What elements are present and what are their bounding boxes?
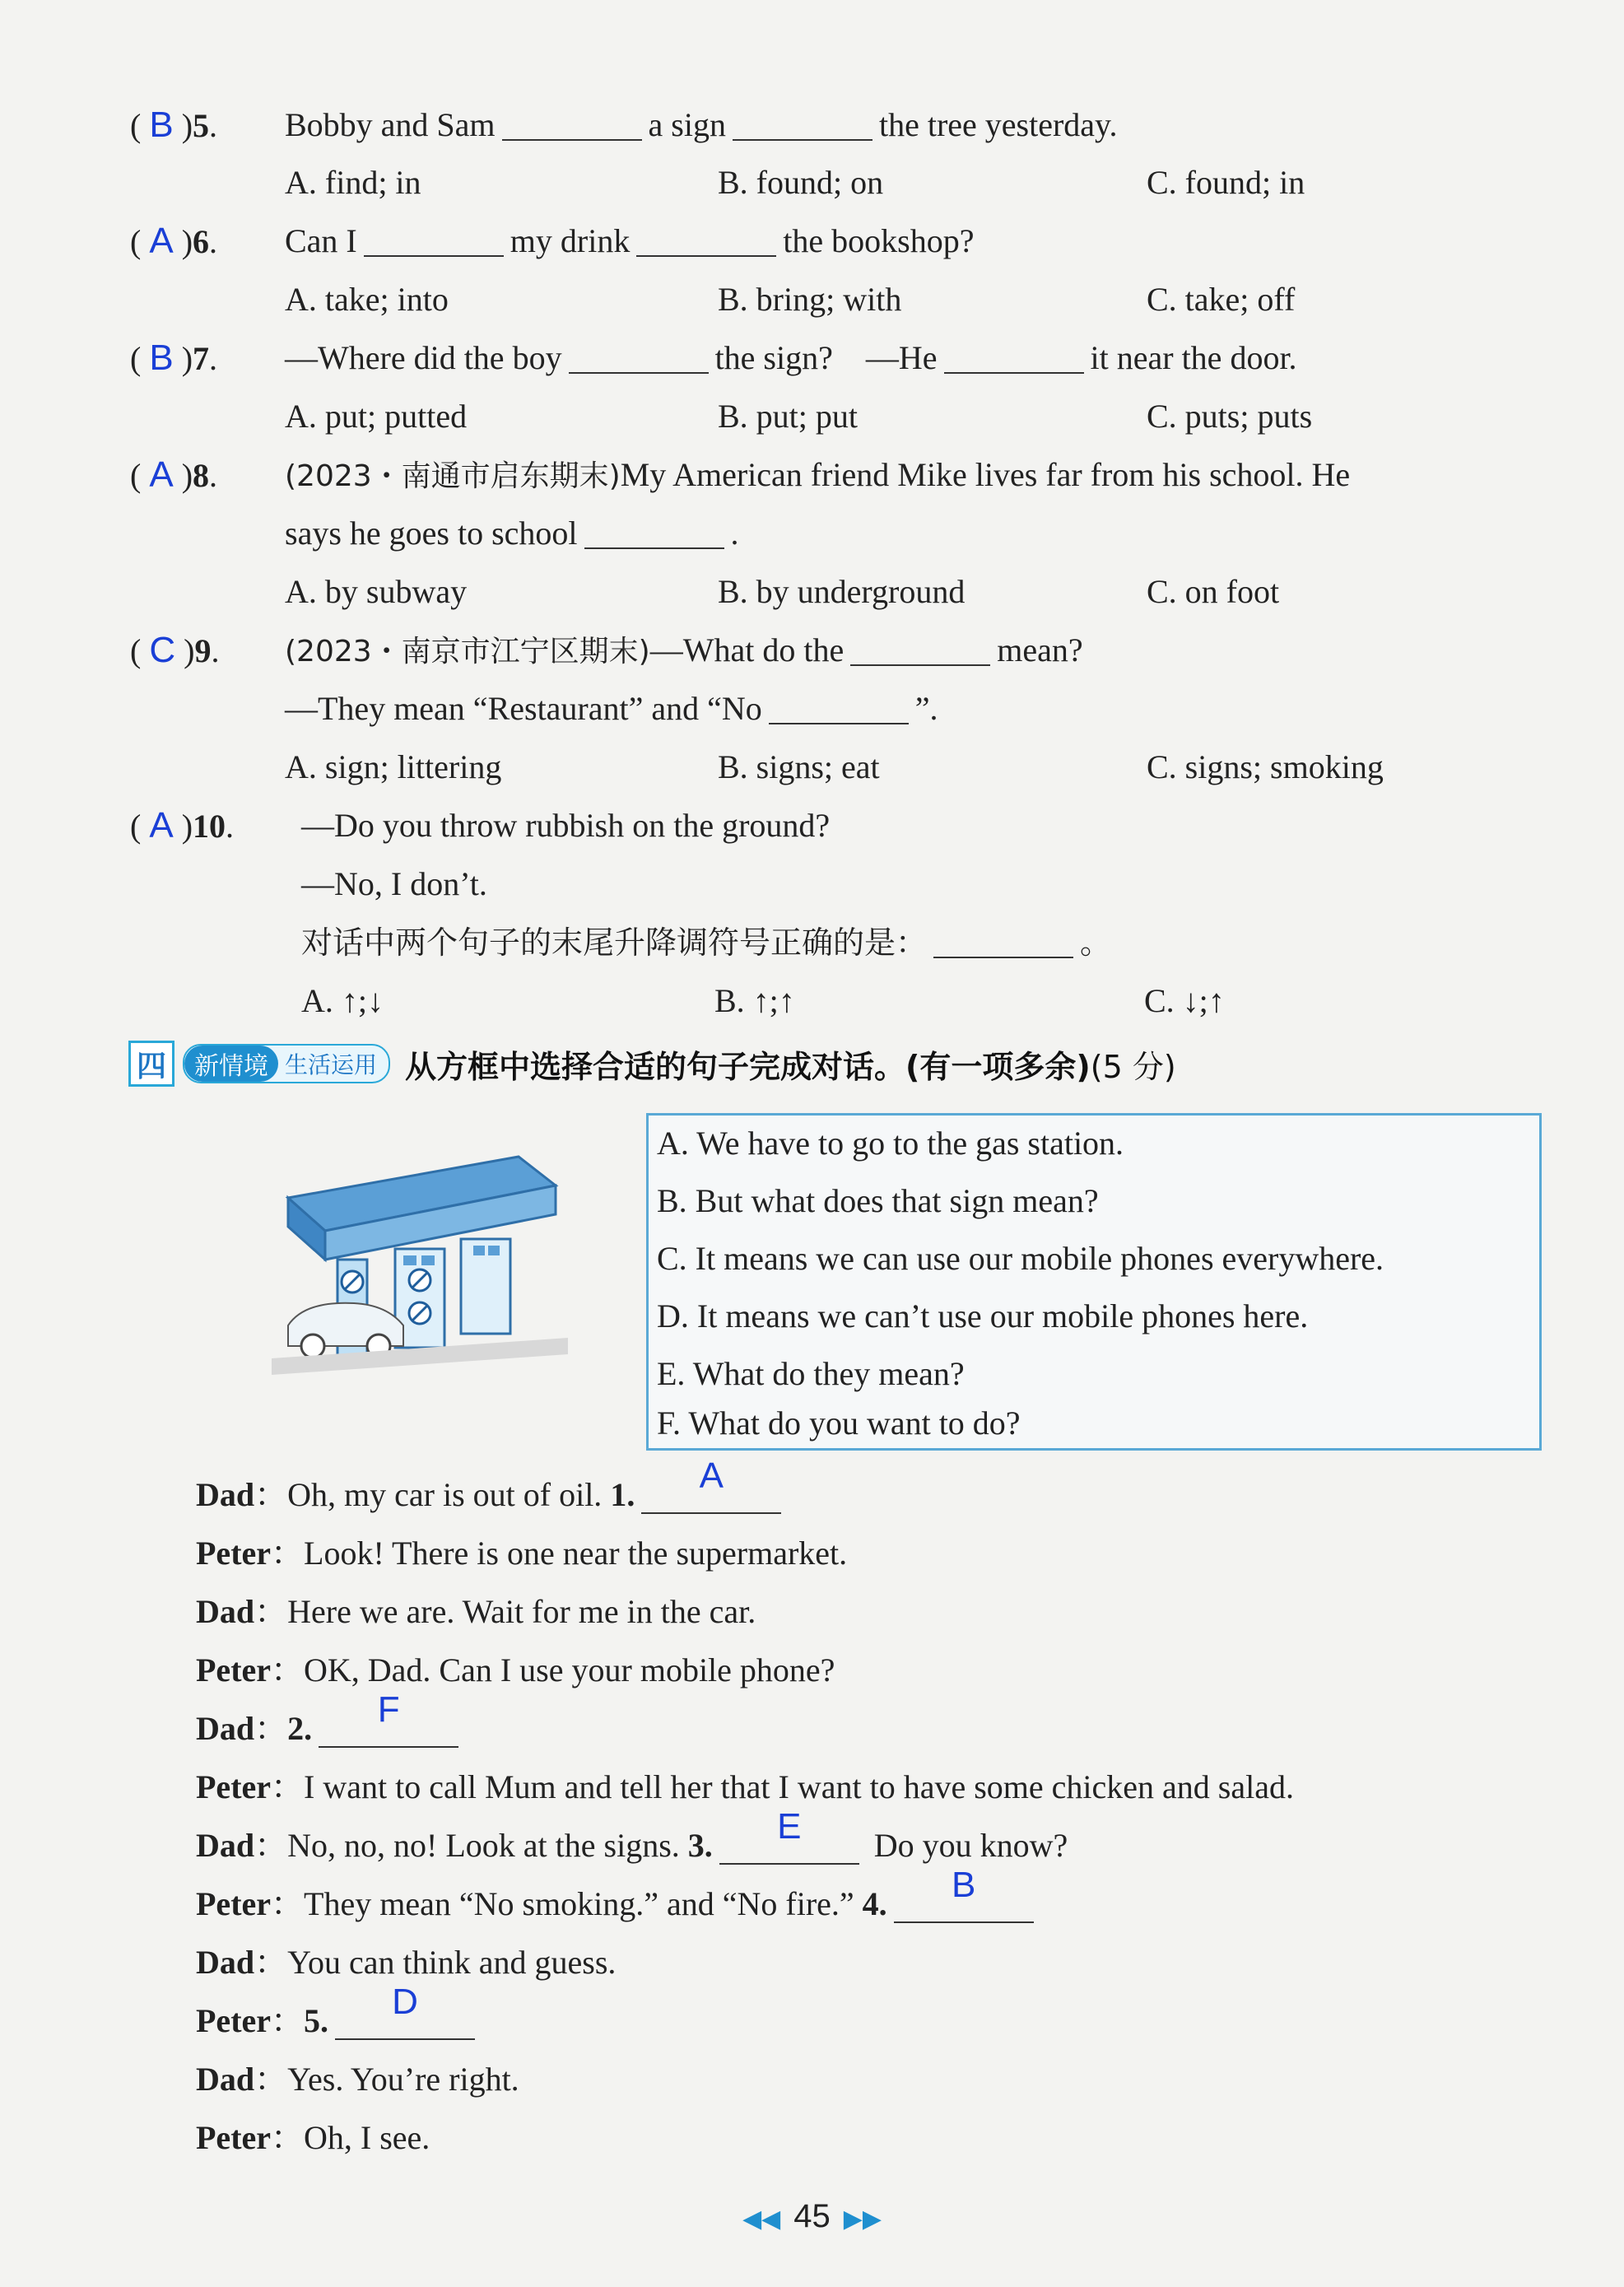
dialogue-line-8: Peter：They mean “No smoking.” and “No fire.” 4. B bbox=[196, 1881, 1040, 1927]
page-footer bbox=[0, 2196, 1624, 2235]
q7-blank-2[interactable] bbox=[944, 339, 1084, 374]
dialogue-line-4: Peter：OK, Dad. Can I use your mobile phone? bbox=[196, 1651, 835, 1688]
dialogue-text: Yes. You’re right. bbox=[287, 2061, 519, 2098]
q9-option-c: C. signs; smoking bbox=[1147, 748, 1384, 785]
dialogue-text: You can think and guess. bbox=[287, 1944, 617, 1981]
q5-part-2: a sign bbox=[648, 106, 726, 143]
q5-part-3: the tree yesterday. bbox=[878, 106, 1118, 143]
q9-option-b: B. signs; eat bbox=[718, 748, 880, 785]
q10-option-a: A. ↑;↓ bbox=[301, 982, 384, 1019]
dialogue-answer-3: E bbox=[777, 1806, 802, 1847]
q7-option-c: C. puts; puts bbox=[1147, 398, 1313, 435]
box-option-c: C. It means we can use our mobile phones everywhere. bbox=[657, 1240, 1384, 1277]
q9-answer: C bbox=[149, 630, 176, 670]
dialogue-text: They mean “No smoking.” and “No fire.” bbox=[304, 1885, 863, 1922]
q8-option-a: A. by subway bbox=[285, 573, 468, 610]
q10-line-2: —No, I don’t. bbox=[301, 865, 487, 902]
q6-part-1: Can I bbox=[285, 222, 357, 259]
q8-option-b: B. by underground bbox=[718, 573, 966, 610]
q9-line-2a: —They mean “Restaurant” and “No bbox=[285, 690, 762, 727]
q8-line-2: says he goes to school bbox=[285, 515, 578, 552]
speaker: Peter bbox=[196, 1885, 272, 1922]
q8-number: 8 bbox=[193, 457, 210, 494]
q9-line-1a: —What do the bbox=[649, 631, 845, 668]
sentence-option-box bbox=[646, 1113, 1542, 1451]
q5-answer: B bbox=[149, 105, 174, 145]
speaker: Dad bbox=[196, 2061, 255, 2098]
speaker: Peter bbox=[196, 1535, 272, 1572]
box-option-b: B. But what does that sign mean? bbox=[657, 1182, 1099, 1219]
q6-number: 6 bbox=[193, 223, 210, 260]
q5-stem bbox=[285, 102, 1117, 148]
dialogue-text: I want to call Mum and tell her that I want to have some chicken and salad. bbox=[304, 1768, 1294, 1805]
section-points: (5 分) bbox=[1090, 1048, 1176, 1085]
dialogue-line-2: Peter：Look! There is one near the supermarket. bbox=[196, 1535, 848, 1572]
q8-answer: A bbox=[149, 454, 174, 495]
q9-option-a: A. sign; littering bbox=[285, 748, 502, 785]
q6-stem bbox=[285, 218, 975, 264]
q7-part-4: it near the door. bbox=[1090, 339, 1297, 376]
speaker: Peter bbox=[196, 2119, 272, 2156]
dialogue-blank-3[interactable] bbox=[719, 1806, 859, 1865]
q9-line-2b: ”. bbox=[914, 690, 938, 727]
q8-stem-line-1 bbox=[285, 452, 1350, 500]
speaker: Dad bbox=[196, 1827, 255, 1864]
speaker: Dad bbox=[196, 1476, 255, 1513]
q7-answer: B bbox=[149, 338, 174, 378]
dialogue-text-after: Do you know? bbox=[865, 1827, 1068, 1864]
section-title-text: 从方框中选择合适的句子完成对话。(有一项多余) bbox=[405, 1048, 1091, 1085]
box-option-e: E. What do they mean? bbox=[657, 1355, 965, 1392]
q7-option-b: B. put; put bbox=[718, 398, 859, 435]
q8-source: (2023・南通市启东期末) bbox=[285, 459, 621, 493]
speaker: Peter bbox=[196, 2002, 272, 2039]
q6-part-3: the bookshop? bbox=[783, 222, 975, 259]
dialogue-line-6: Peter：I want to call Mum and tell her that I want to have some chicken and salad. bbox=[196, 1768, 1294, 1805]
q6-blank-2[interactable] bbox=[636, 222, 776, 257]
q10-instruction-end: 。 bbox=[1080, 925, 1112, 961]
q6-blank-1[interactable] bbox=[364, 222, 504, 257]
dialogue-line-3: Dad：Here we are. Wait for me in the car. bbox=[196, 1593, 756, 1630]
dialogue-line-7: Dad：No, no, no! Look at the signs. 3. E Do you know? bbox=[196, 1806, 1068, 1864]
q5-answer-paren: ( B )5. bbox=[130, 105, 218, 145]
q8-answer-paren: ( A )8. bbox=[130, 454, 218, 495]
dialogue-blank-4[interactable] bbox=[894, 1865, 1034, 1923]
q6-part-2: my drink bbox=[510, 222, 631, 259]
q7-answer-paren: ( B )7. bbox=[130, 338, 218, 378]
page-number: 45 bbox=[793, 2198, 831, 2234]
dialogue-line-10: Peter：5. D bbox=[196, 1998, 482, 2044]
q9-stem-line-1 bbox=[285, 627, 1083, 675]
q5-number: 5 bbox=[193, 107, 210, 144]
q9-source: (2023・南京市江宁区期末) bbox=[285, 635, 650, 668]
q10-option-b: B. ↑;↑ bbox=[714, 982, 795, 1019]
blank-number: 3. bbox=[687, 1827, 713, 1864]
prev-page-arrows-icon[interactable]: ◀◀ bbox=[742, 2205, 781, 2233]
blank-number: 1. bbox=[610, 1476, 635, 1513]
next-page-arrows-icon[interactable]: ▶▶ bbox=[843, 2205, 882, 2233]
q9-answer-paren: ( C )9. bbox=[130, 630, 220, 670]
q5-option-a: A. find; in bbox=[285, 164, 421, 201]
q10-line-3 bbox=[301, 920, 1111, 966]
dialogue-text: Look! There is one near the supermarket. bbox=[304, 1535, 848, 1572]
dialogue-answer-1: A bbox=[699, 1456, 724, 1496]
q7-part-3: —He bbox=[865, 339, 938, 376]
q5-blank-1[interactable] bbox=[502, 106, 642, 141]
blank-number: 4. bbox=[862, 1885, 887, 1922]
dialogue-line-11: Dad：Yes. You’re right. bbox=[196, 2061, 519, 2098]
dialogue-blank-5[interactable] bbox=[335, 1982, 475, 2040]
dialogue-text: OK, Dad. Can I use your mobile phone? bbox=[304, 1651, 835, 1688]
q6-option-b: B. bring; with bbox=[718, 281, 902, 318]
q8-blank[interactable] bbox=[584, 515, 724, 549]
q7-number: 7 bbox=[193, 340, 210, 377]
q6-option-c: C. take; off bbox=[1147, 281, 1296, 318]
section-tag-secondary: 生活运用 bbox=[285, 1051, 378, 1078]
q6-option-a: A. take; into bbox=[285, 281, 449, 318]
dialogue-text: No, no, no! Look at the signs. bbox=[287, 1827, 688, 1864]
q9-blank-1[interactable] bbox=[850, 631, 990, 666]
box-option-d: D. It means we can’t use our mobile phones here. bbox=[657, 1297, 1309, 1334]
q8-stem-line-2: says he goes to school . bbox=[285, 515, 739, 552]
blank-number: 2. bbox=[287, 1710, 313, 1747]
speaker: Dad bbox=[196, 1593, 255, 1630]
q5-option-c: C. found; in bbox=[1147, 164, 1305, 201]
dialogue-line-5: Dad：2. F bbox=[196, 1706, 465, 1752]
q7-part-2: the sign? bbox=[714, 339, 833, 376]
section-title bbox=[405, 1041, 1176, 1087]
q8-line-1: My American friend Mike lives far from his school. He bbox=[620, 456, 1351, 493]
q5-blank-2[interactable] bbox=[733, 106, 872, 141]
q5-option-b: B. found; on bbox=[718, 164, 884, 201]
q6-answer-paren: ( A )6. bbox=[130, 221, 218, 261]
q7-stem bbox=[285, 335, 1297, 381]
speaker: Dad bbox=[196, 1710, 255, 1747]
q9-number: 9 bbox=[194, 632, 212, 669]
q9-blank-2[interactable] bbox=[769, 690, 909, 724]
dialogue-text: Here we are. Wait for me in the car. bbox=[287, 1593, 756, 1630]
q6-answer: A bbox=[149, 221, 174, 261]
speaker: Peter bbox=[196, 1651, 272, 1688]
q9-line-1b: mean? bbox=[997, 631, 1083, 668]
q10-answer-paren: ( A )10. bbox=[130, 805, 235, 845]
q10-option-c: C. ↓;↑ bbox=[1144, 982, 1225, 1019]
q10-answer: A bbox=[149, 805, 174, 845]
blank-number: 5. bbox=[304, 2002, 329, 2039]
q7-option-a: A. put; putted bbox=[285, 398, 468, 435]
dialogue-answer-5: D bbox=[392, 1982, 418, 2022]
dialogue-blank-2[interactable] bbox=[319, 1689, 458, 1748]
dialogue-line-9: Dad：You can think and guess. bbox=[196, 1944, 617, 1981]
dialogue-answer-2: F bbox=[377, 1689, 400, 1730]
q7-part-1: —Where did the boy bbox=[285, 339, 562, 376]
q9-stem-line-2 bbox=[285, 686, 938, 732]
q5-part-1: Bobby and Sam bbox=[285, 106, 496, 143]
section-number: 四 bbox=[128, 1041, 174, 1087]
box-option-f: F. What do you want to do? bbox=[657, 1404, 1021, 1442]
q10-number: 10 bbox=[193, 808, 226, 845]
dialogue-blank-1[interactable] bbox=[641, 1456, 781, 1514]
dialogue-line-1: Dad：Oh, my car is out of oil. 1. A bbox=[196, 1472, 788, 1518]
dialogue-text: Oh, my car is out of oil. bbox=[287, 1476, 611, 1513]
speaker: Peter bbox=[196, 1768, 272, 1805]
dialogue-line-12: Peter：Oh, I see. bbox=[196, 2119, 430, 2156]
gas-station-illustration bbox=[272, 1148, 568, 1379]
q8-option-c: C. on foot bbox=[1147, 573, 1280, 610]
q10-line-1: —Do you throw rubbish on the ground? bbox=[301, 807, 831, 844]
section-header bbox=[128, 1039, 1176, 1088]
section-tag-primary: 新情境 bbox=[184, 1046, 278, 1082]
q10-blank[interactable] bbox=[933, 924, 1073, 958]
q10-instruction: 对话中两个句子的末尾升降调符号正确的是： bbox=[301, 925, 928, 961]
dialogue-answer-4: B bbox=[951, 1865, 976, 1905]
dialogue-text: Oh, I see. bbox=[304, 2119, 430, 2156]
section-tag bbox=[183, 1044, 390, 1083]
speaker: Dad bbox=[196, 1944, 255, 1981]
box-option-a: A. We have to go to the gas station. bbox=[657, 1125, 1124, 1162]
q7-blank-1[interactable] bbox=[569, 339, 709, 374]
